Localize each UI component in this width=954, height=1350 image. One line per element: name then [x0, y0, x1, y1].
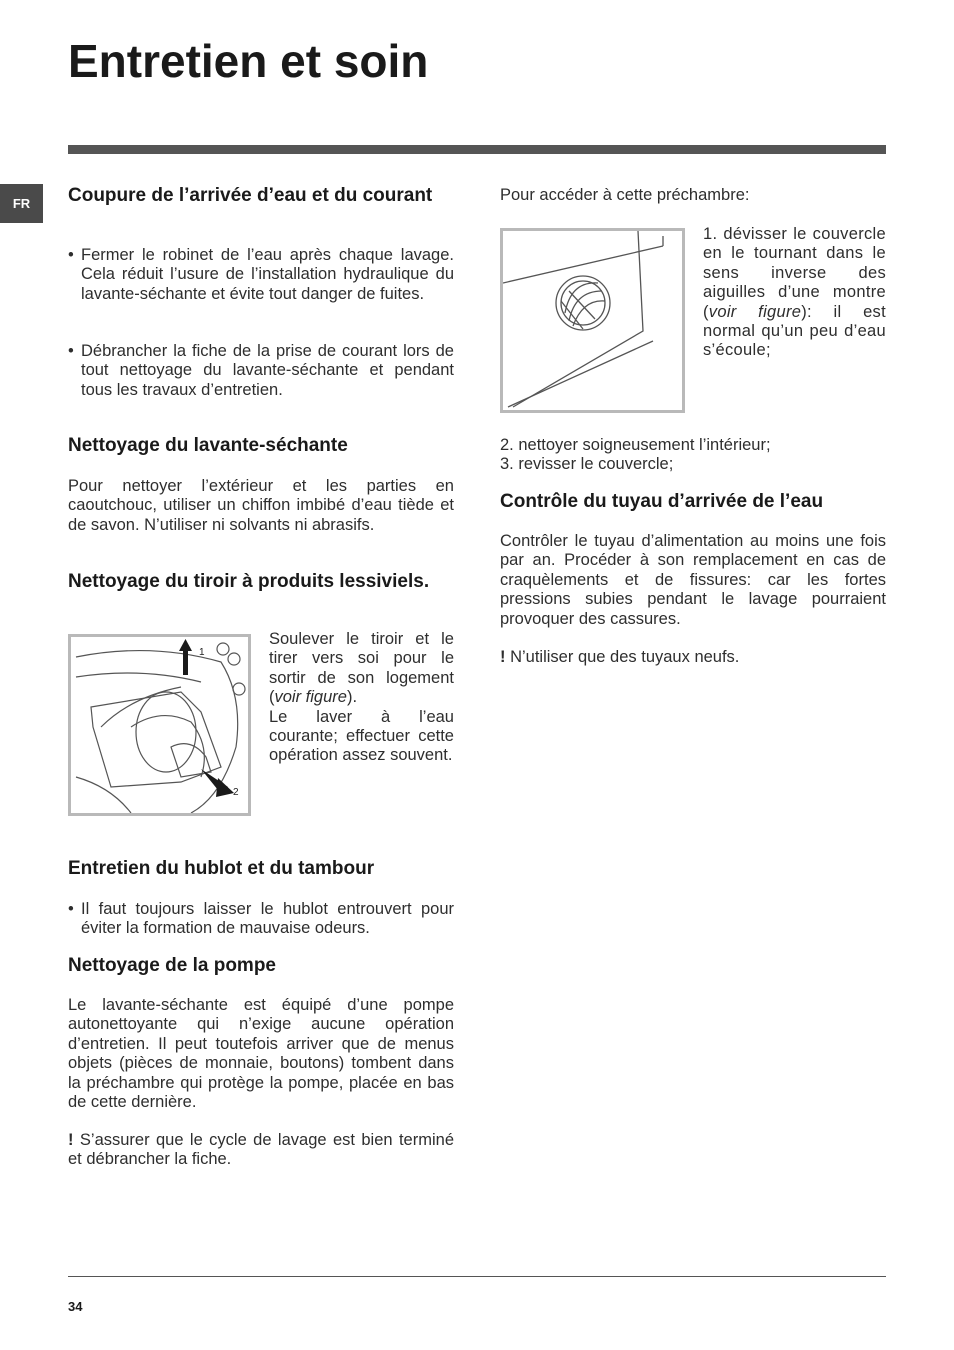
page-title: Entretien et soin	[68, 35, 429, 87]
page-number: 34	[68, 1299, 83, 1314]
drawer-figure	[68, 634, 251, 816]
warning-mark: !	[500, 648, 506, 666]
heading-nettoyage-lavante: Nettoyage du lavante-séchante	[68, 435, 348, 456]
paragraph-step2: 2. nettoyer soigneusement l’intérieur;	[500, 436, 771, 454]
heading-hublot: Entretien du hublot et du tambour	[68, 858, 375, 879]
figure-label-1: 1	[199, 647, 205, 658]
tiroir-text-italic: voir figure	[274, 688, 347, 707]
figure-label-2: 2	[233, 787, 239, 798]
tiroir-text-c: Le laver à l’eau courante; effectuer cette opération assez souvent.	[269, 707, 454, 765]
tiroir-text-a: Soulever le tiroir et le tirer vers soi pour le sortir de son logement (	[269, 630, 454, 707]
bullet-text: Fermer le robinet de l’eau après chaque lavage. Cela réduit l’usure de l’installation hydraulique du lavante-séchante et évite tout danger de fuites.	[81, 246, 454, 303]
paragraph-nettoyage-lavante: Pour nettoyer l’extérieur et les parties en caoutchouc, utiliser un chiffon imbibé d’eau tiède et de savon. N’utiliser ni solvants ni abrasifs.	[68, 477, 454, 534]
bullet-text: Débrancher la fiche de la prise de courant lors de tout nettoyage du lavante-séchante et pendant tous les travaux d’entretien.	[81, 342, 454, 399]
paragraph-tiroir	[269, 630, 454, 766]
warning-pompe	[68, 1131, 454, 1170]
warning-text: S’assurer que le cycle de lavage est bien terminé et débrancher la fiche.	[68, 1131, 454, 1169]
paragraph-tuyau: Contrôler le tuyau d’alimentation au moins une fois par an. Procéder à son remplacement en cas de craquèlements et de fissures: car les fortes pressions subies pendant le lavage pourraient provoquer des cassures.	[500, 532, 886, 628]
paragraph-step3: 3. revisser le couvercle;	[500, 455, 674, 473]
paragraph-intro: Pour accéder à cette préchambre:	[500, 186, 750, 204]
bullet-item	[68, 900, 454, 939]
language-tab: FR	[0, 184, 43, 223]
pump-illustration	[503, 231, 682, 410]
heading-tuyau: Contrôle du tuyau d’arrivée de l’eau	[500, 491, 824, 512]
drawer-illustration	[71, 637, 248, 813]
paragraph-pompe: Le lavante-séchante est équipé d’une pompe autonettoyante qui n’exige aucune opération d’entretien. Il peut toutefois arriver que de menus objets (pièces de monnaie, boutons) tombent dans la préchambre qui protège la pompe, placée en bas de cette dernière.	[68, 996, 454, 1112]
bullet-text: Il faut toujours laisser le hublot entrouvert pour éviter la formation de mauvaise odeurs.	[81, 900, 454, 938]
warning-tuyau	[500, 648, 886, 667]
heading-pompe: Nettoyage de la pompe	[68, 955, 276, 976]
paragraph-step1	[703, 225, 886, 361]
bullet-item	[68, 246, 454, 304]
heading-tiroir: Nettoyage du tiroir à produits lessiviels.	[68, 571, 430, 592]
bullet-dot: •	[68, 342, 74, 360]
tiroir-text-b: ).	[346, 688, 358, 707]
heading-coupure: Coupure de l’arrivée d’eau et du courant	[68, 185, 433, 206]
footer-divider	[68, 1276, 886, 1277]
bullet-item	[68, 342, 454, 400]
bullet-dot: •	[68, 900, 74, 918]
warning-text: N’utiliser que des tuyaux neufs.	[510, 648, 740, 666]
bullet-dot: •	[68, 246, 74, 264]
warning-mark: !	[68, 1131, 74, 1149]
step1-text-italic: voir figure	[708, 302, 802, 321]
pump-figure	[500, 228, 685, 413]
title-divider	[68, 145, 886, 154]
step1-text-b: ): il est normal qu’un peu d’eau s’écoule;	[703, 302, 886, 360]
step1-text-a: 1. dévisser le couvercle en le tournant dans le sens inverse des aiguilles d’une montre (	[703, 225, 886, 321]
